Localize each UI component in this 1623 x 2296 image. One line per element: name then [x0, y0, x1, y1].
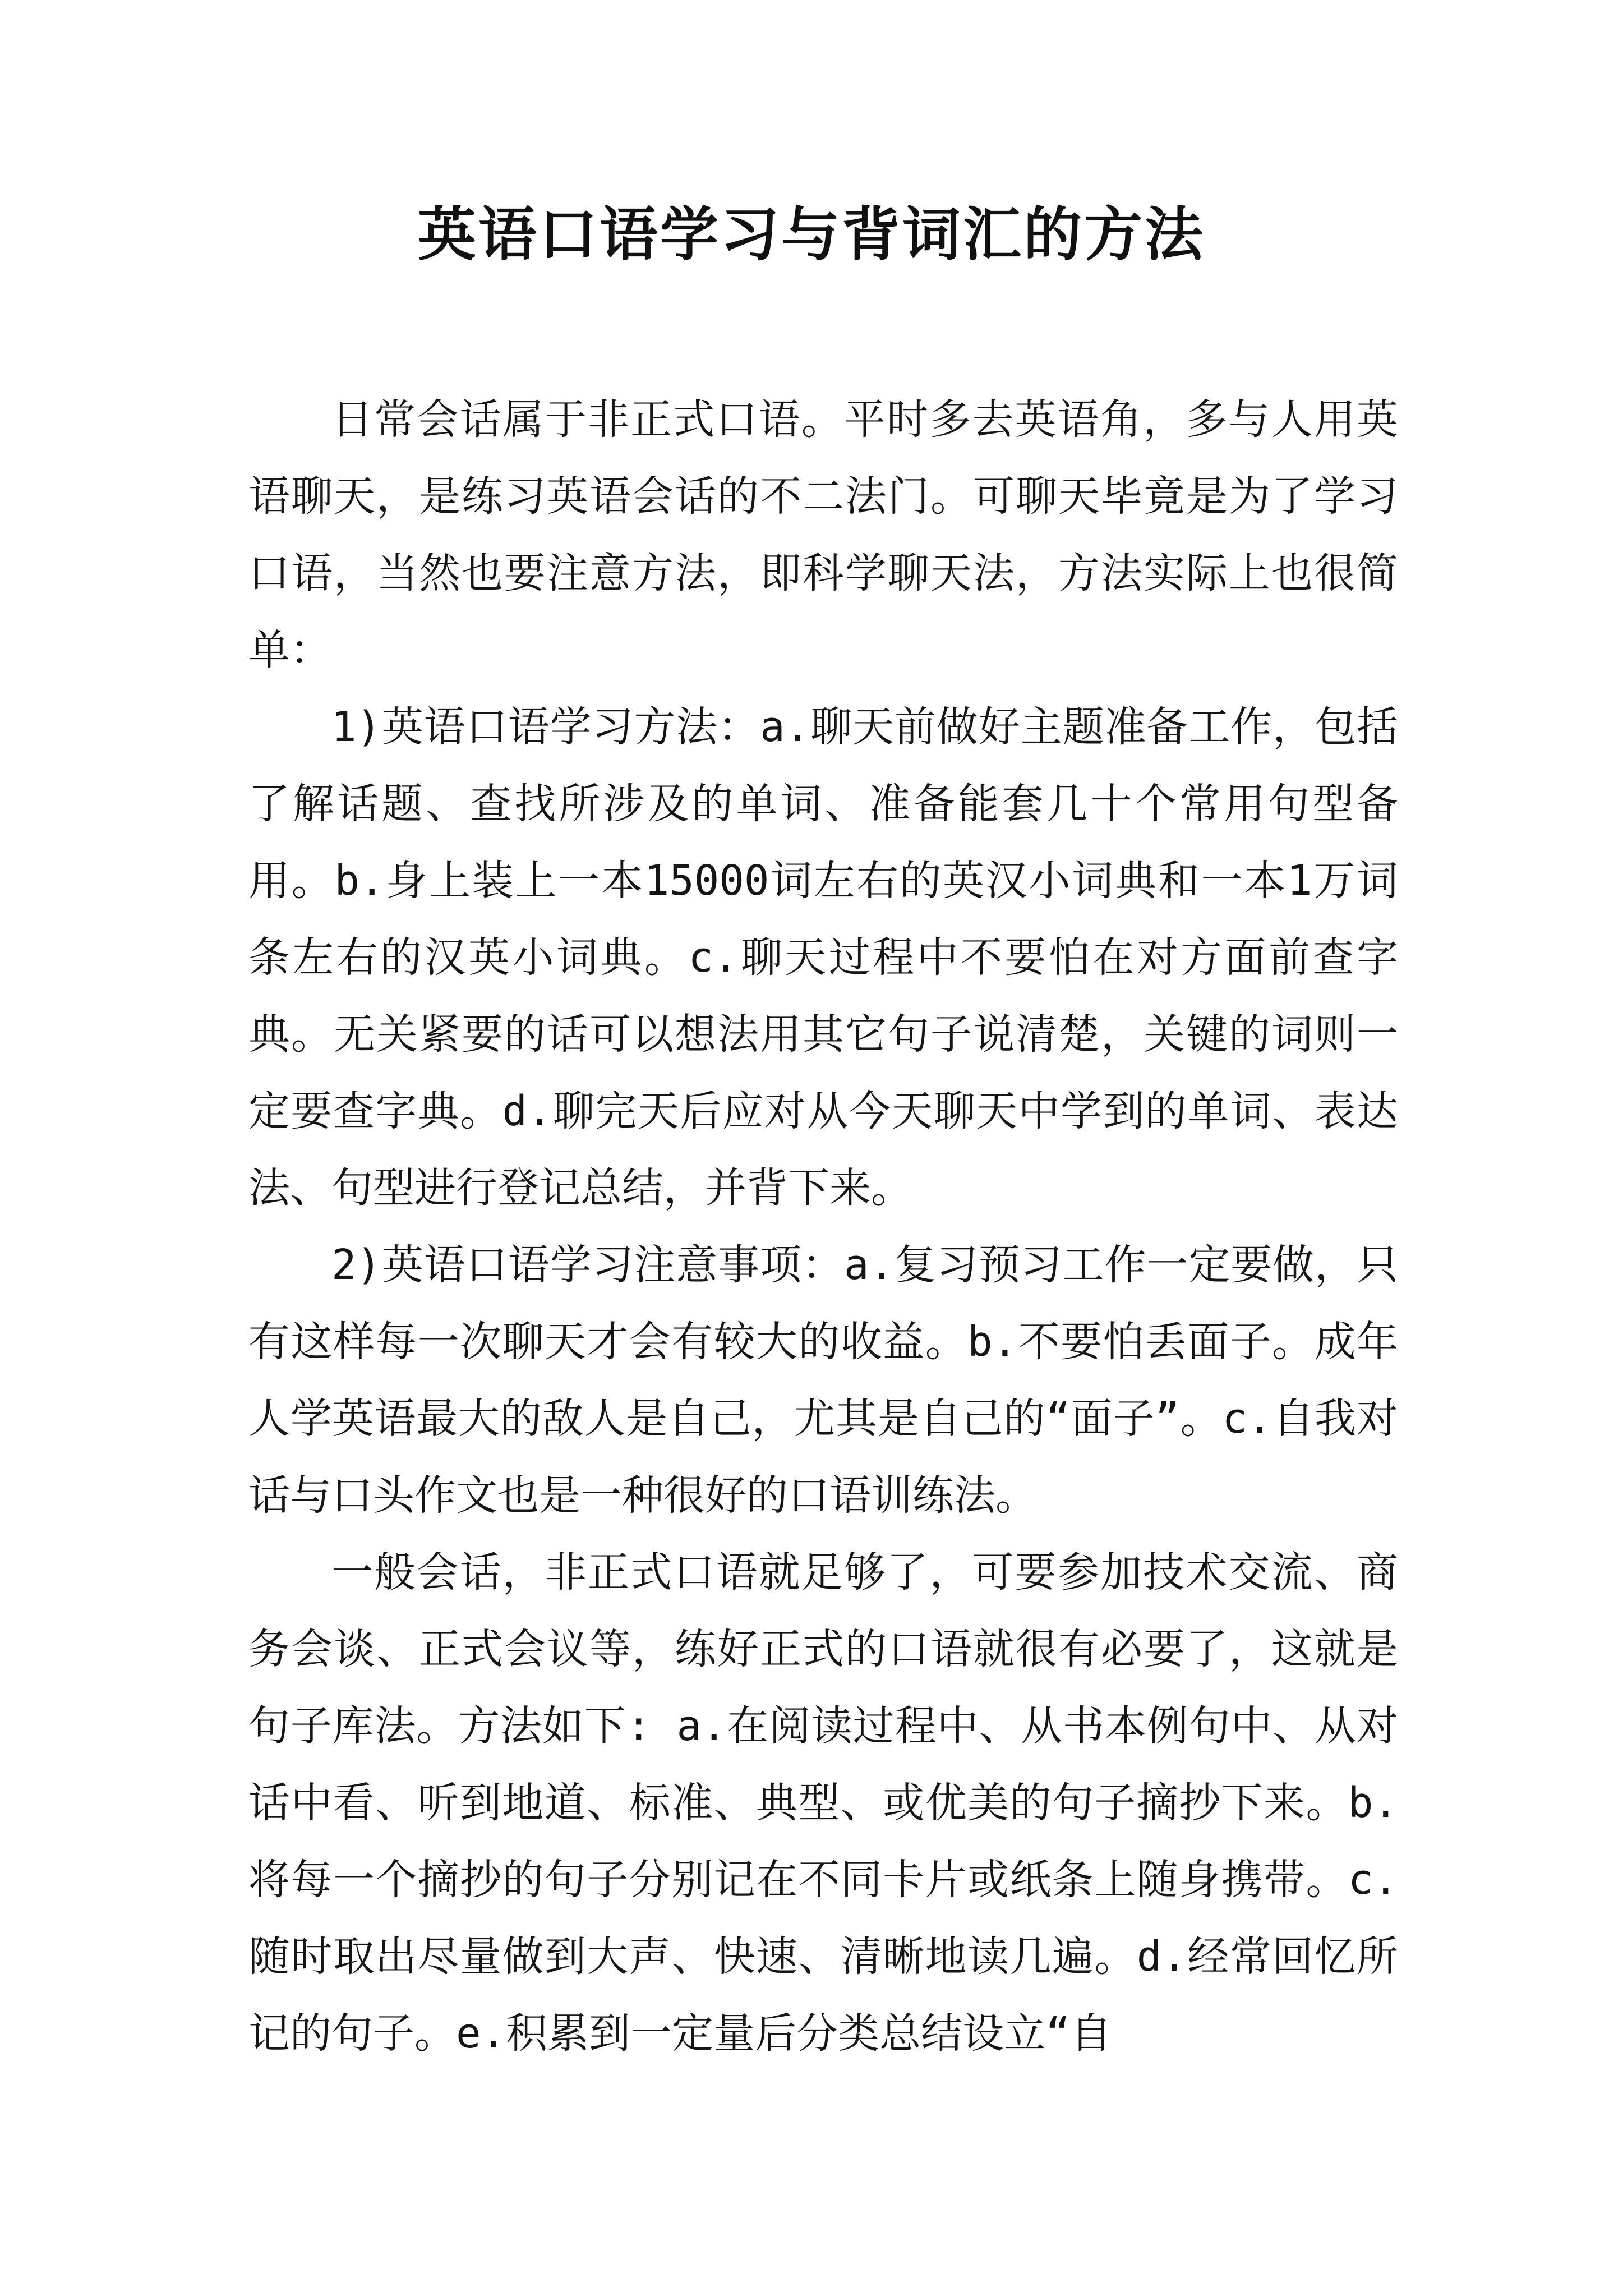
- paragraph-method: 1)英语口语学习方法：a.聊天前做好主题准备工作，包括了解话题、查找所涉及的单词、准备能套几十个常用句型备用。b.身上装上一本15000词左右的英汉小词典和一本1万词条左右的汉英小词典。c.聊天过程中不要怕在对方面前查字典。无关紧要的话可以想法用其它句子说清楚，关键的词则一定要查字典。d.聊完天后应对从今天聊天中学到的单词、表达法、句型进行登记总结，并背下来。: [248, 703, 1398, 1212]
- document-body: [248, 381, 1398, 2072]
- paragraph-sentence-bank: 一般会话，非正式口语就足够了，可要参加技术交流、商务会谈、正式会议等，练好正式的口语就很有必要了，这就是句子库法。方法如下: a.在阅读过程中、从书本例句中、从对话中看、听到地道、标准、典型、或优美的句子摘抄下来。b.将每一个摘抄的句子分别记在不同卡片或纸条上随身携带。c.随时取出尽量做到大声、快速、清晰地读几遍。d.经常回忆所记的句子。e.积累到一定量后分类总结设立“自: [248, 1548, 1398, 2058]
- paragraph-intro: 日常会话属于非正式口语。平时多去英语角，多与人用英语聊天，是练习英语会话的不二法门。可聊天毕竟是为了学习口语，当然也要注意方法，即科学聊天法，方法实际上也很简单：: [248, 395, 1398, 674]
- document-title: 英语口语学习与背词汇的方法: [417, 200, 1205, 269]
- paragraph-notes: 2)英语口语学习注意事项：a.复习预习工作一定要做，只有这样每一次聊天才会有较大的收益。b.不要怕丢面子。成年人学英语最大的敌人是自己，尤其是自己的“面子”。c.自我对话与口头作文也是一种很好的口语训练法。: [248, 1241, 1398, 1520]
